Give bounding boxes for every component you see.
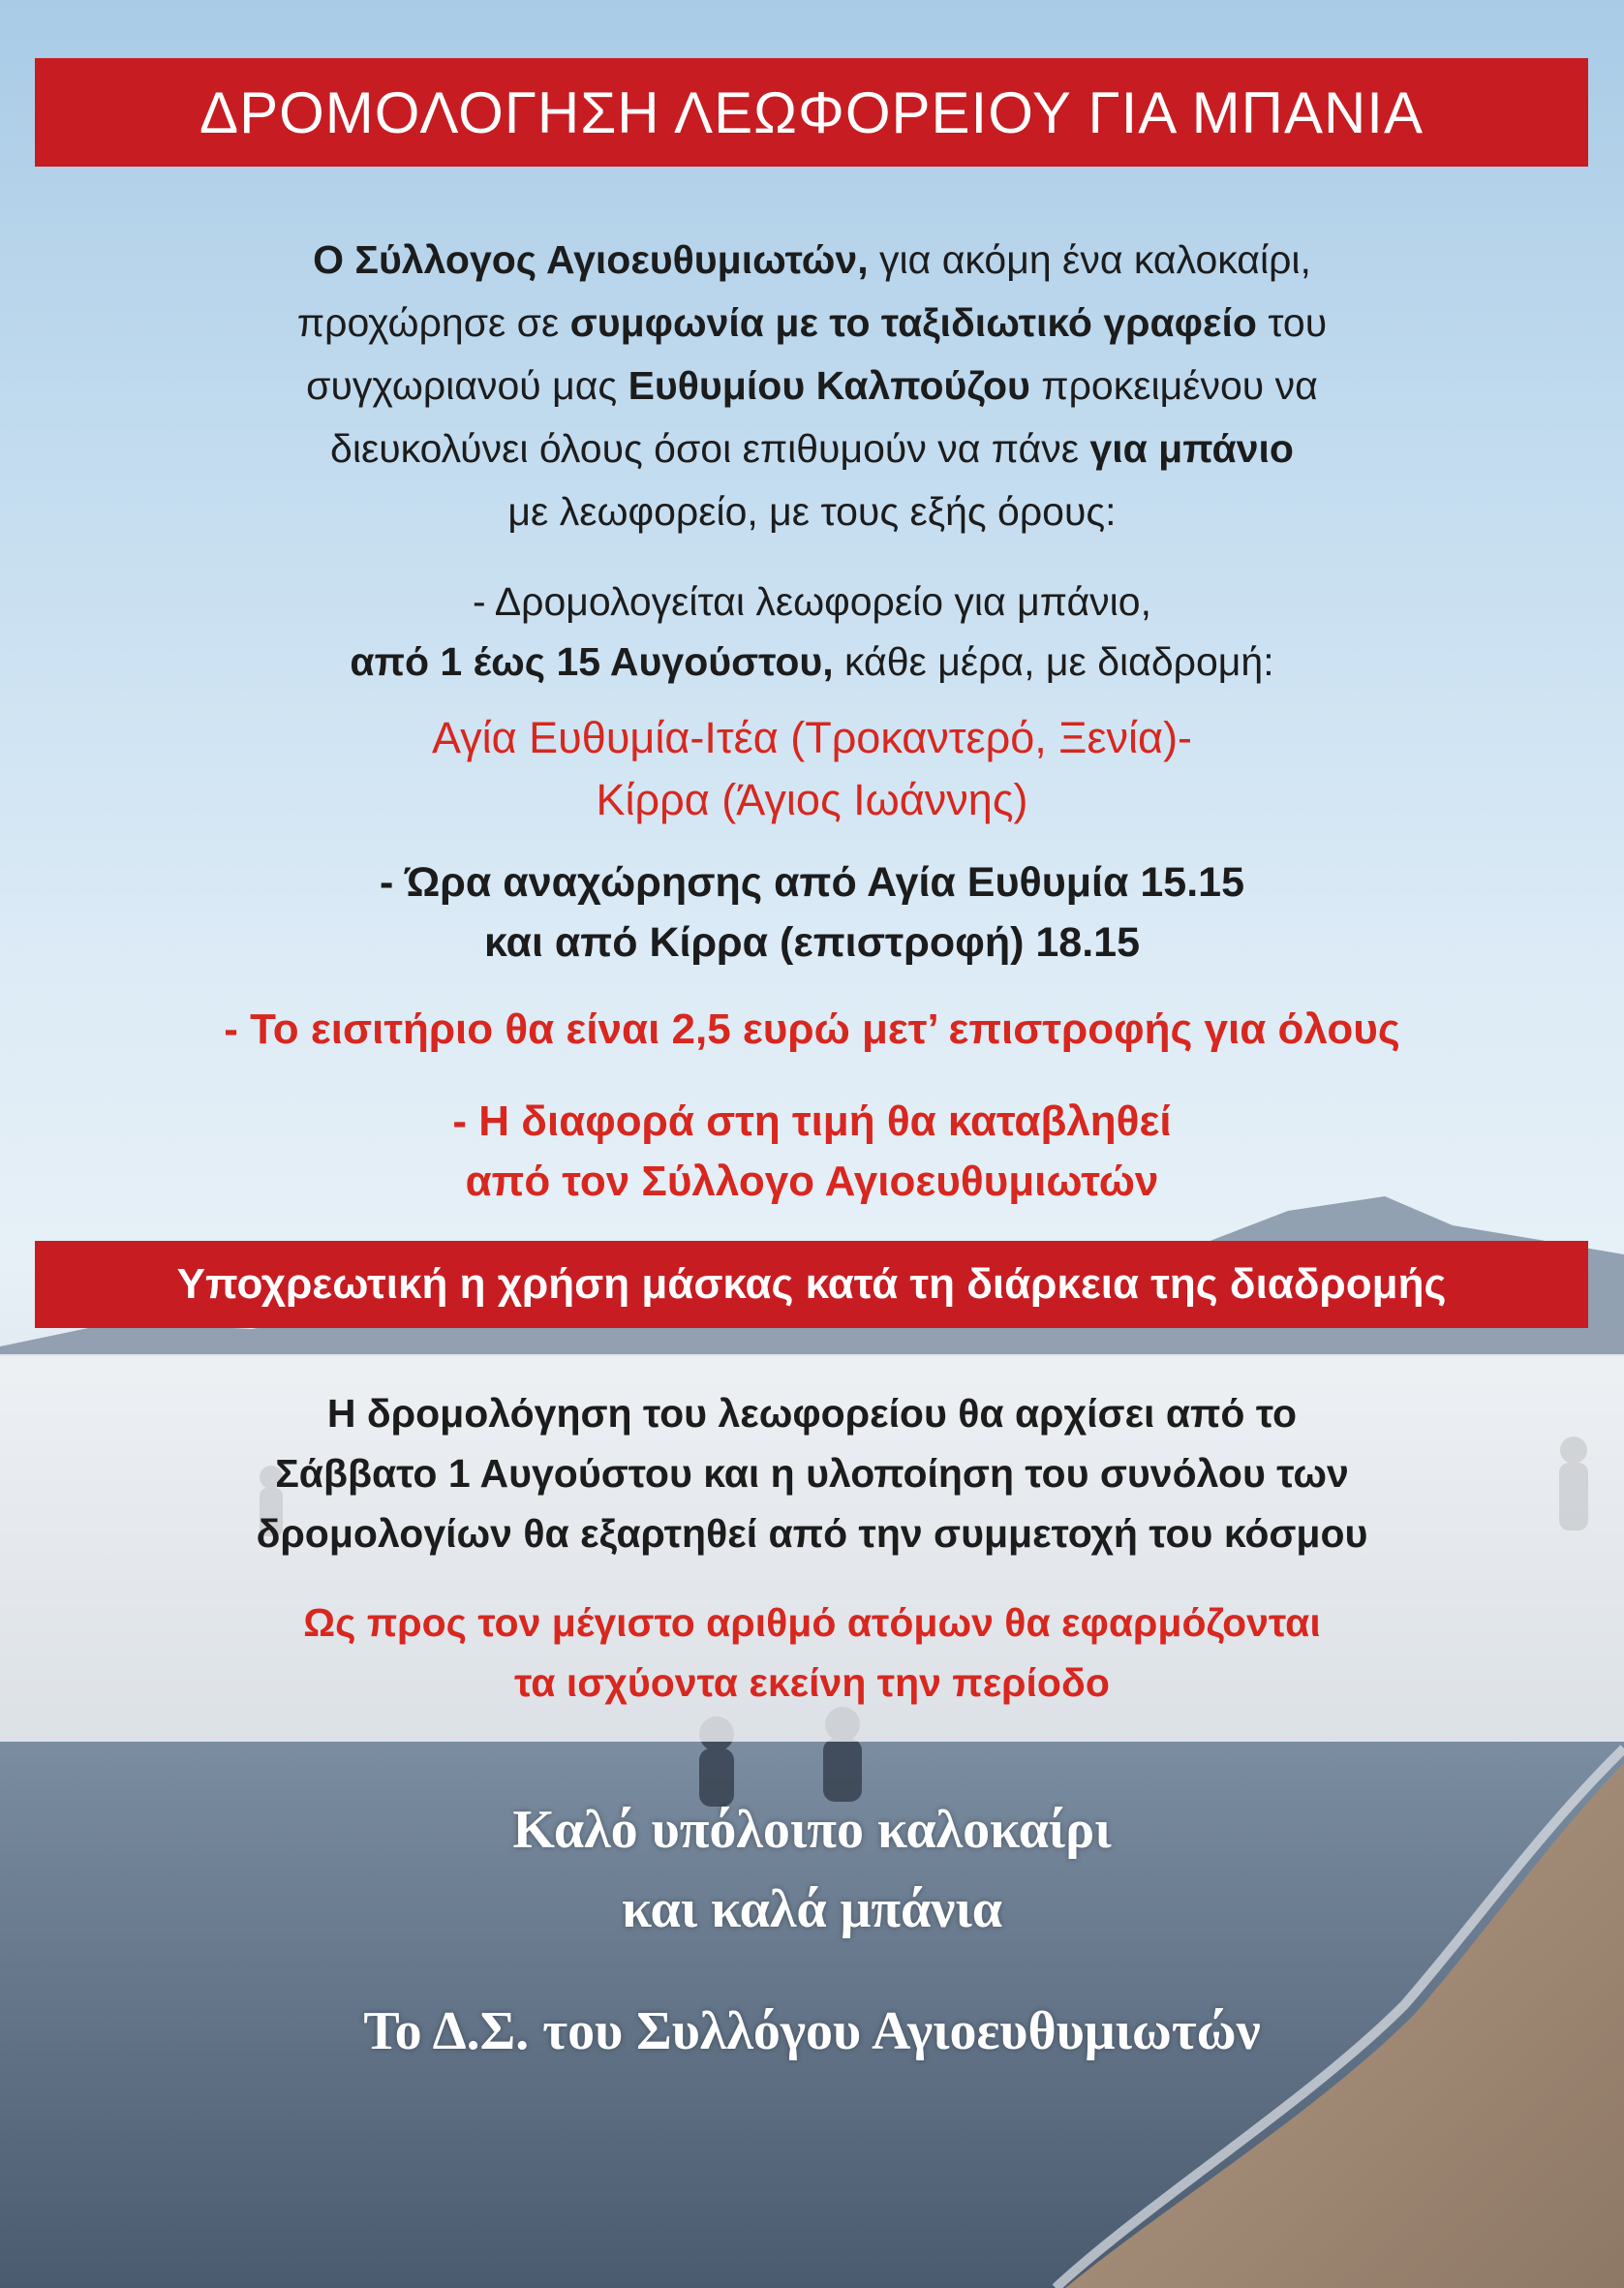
signature: Το Δ.Σ. του Συλλόγου Αγιοευθυμιωτών: [363, 2001, 1261, 2061]
route: Αγία Ευθυμία-Ιτέα (Τροκαντερό, Ξενία)- Κίρρα (Άγιος Ιωάννης): [431, 713, 1193, 824]
price-difference: - Η διαφορά στη τιμή θα καταβληθεί από τον Σύλλογο Αγιοευθυμιωτών: [452, 1098, 1172, 1205]
start-notice: Η δρομολόγηση του λεωφορείου θα αρχίσει από το Σάββατο 1 Αυγούστου και η υλοποίηση του συνόλου των δρομολογίων θα εξαρτηθεί από την συμμετοχή του κόσμου: [256, 1391, 1368, 1556]
page-title: ΔΡΟΜΟΛΟΓΗΣΗ ΛΕΩΦΟΡΕΙΟΥ ΓΙΑ ΜΠΑΝΙΑ: [35, 58, 1588, 167]
closing-wish: Καλό υπόλοιπο καλοκαίρι και καλά μπάνια: [512, 1800, 1112, 1939]
departure-times: - Ώρα αναχώρησης από Αγία Ευθυμία 15.15 και από Κίρρα (επιστροφή) 18.15: [380, 859, 1244, 966]
capacity-notice: Ως προς τον μέγιστο αριθμό ατόμων θα εφαρμόζονται τα ισχύοντα εκείνη την περίοδο: [303, 1600, 1321, 1705]
trip-dates: - Δρομολογείται λεωφορείο για μπάνιο, από 1 έως 15 Αυγούστου, κάθε μέρα, με διαδρομή:: [350, 579, 1274, 684]
ticket-price: - Το εισιτήριο θα είναι 2,5 ευρώ μετ’ επιστροφής για όλους: [224, 1005, 1400, 1053]
mask-notice: Υποχρεωτική η χρήση μάσκας κατά τη διάρκεια της διαδρομής: [35, 1241, 1588, 1328]
intro-paragraph: Ο Σύλλογος Αγιοευθυμιωτών, για ακόμη ένα καλοκαίρι, προχώρησε σε συμφωνία με το ταξιδιωτικό γραφείο του συγχωριανού μας Ευθυμίου Καλπούζου προκειμένου να διευκολύνει όλους όσοι επιθυμούν να πάνε για μπάνιο με λεωφορείο, με τους εξής όρους:: [296, 237, 1328, 534]
